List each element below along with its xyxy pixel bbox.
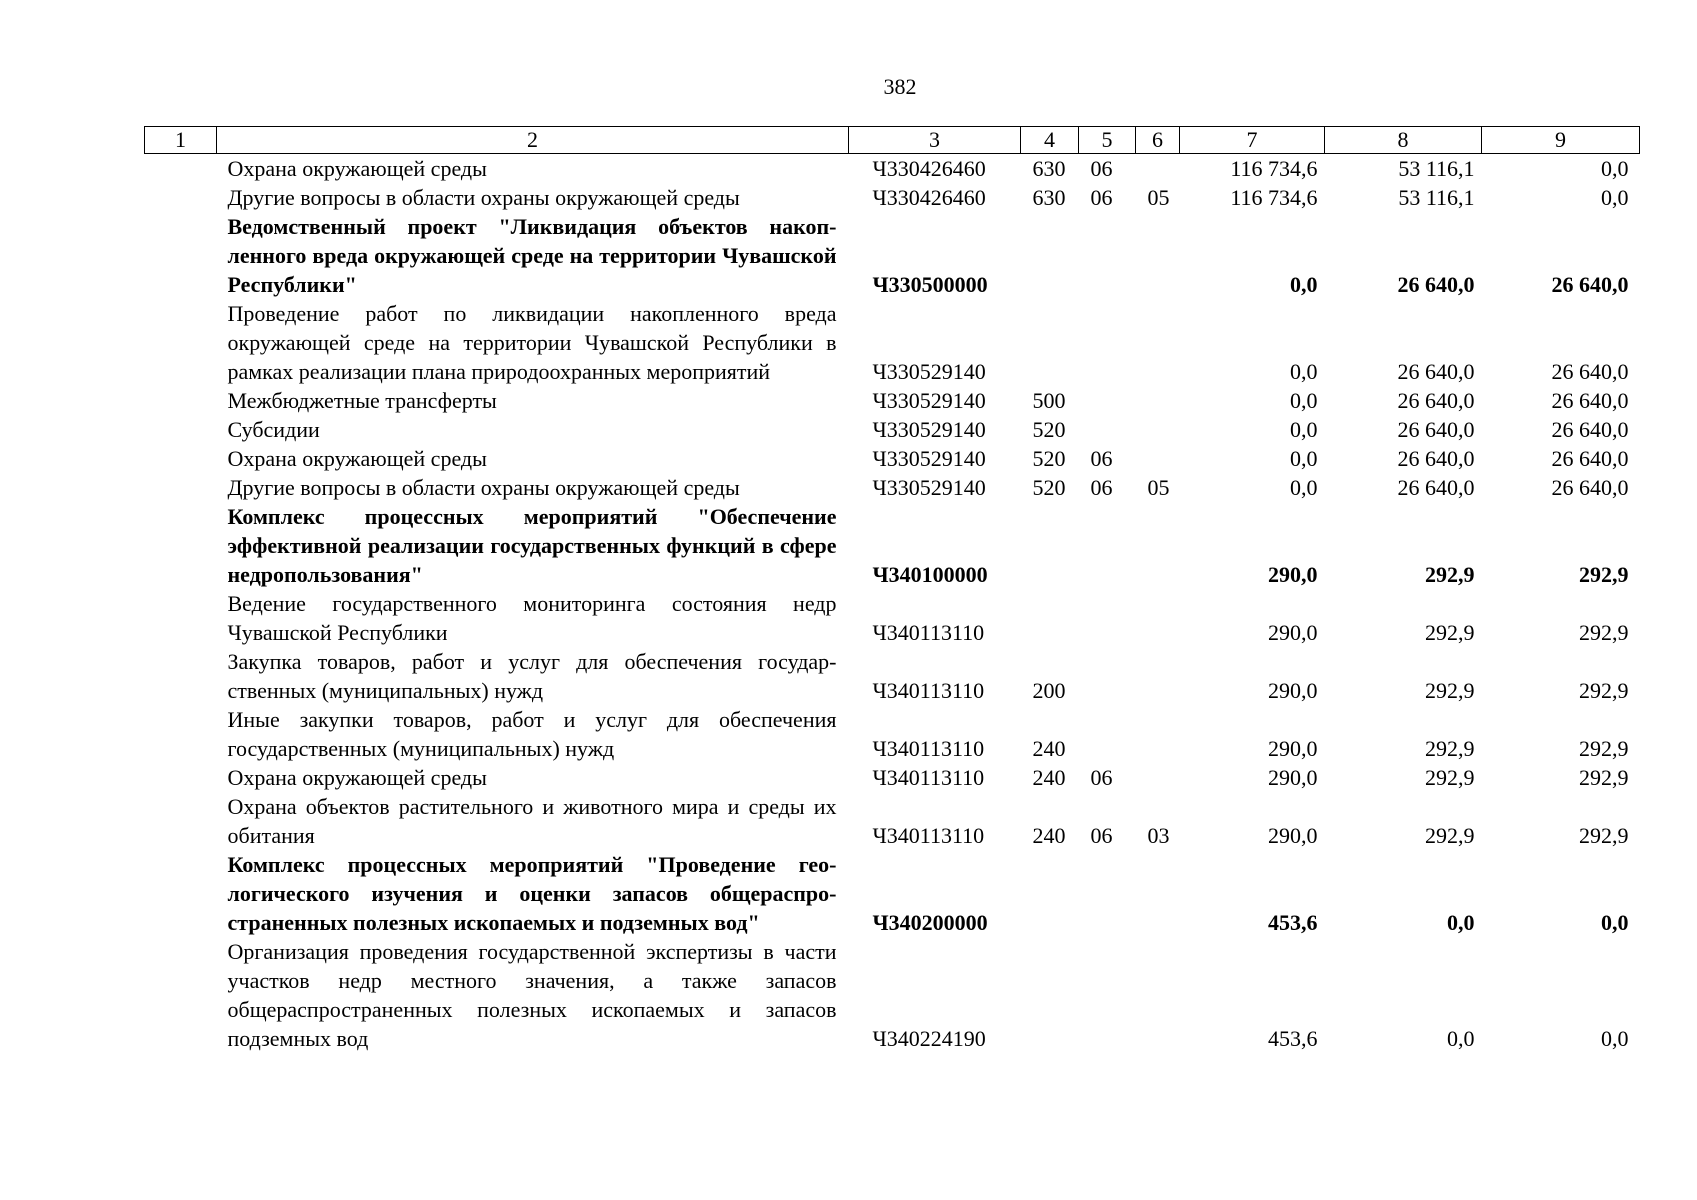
header-cell: 8 [1325, 127, 1482, 154]
budget-table [144, 126, 1640, 1053]
row-amount-col9-cell: 292,9 [1579, 736, 1629, 761]
row-subsection-cell [1136, 444, 1180, 473]
row-name-cell: Другие вопросы в области охраны окружающей среды [227, 185, 740, 210]
row-code-cell: Ч340224190 [872, 1026, 986, 1051]
row-code-cell: Ч340113110 [872, 678, 985, 703]
row-code-cell: Ч330500000 [872, 272, 988, 297]
row-subsection-cell [1136, 299, 1180, 386]
header-cell: 6 [1136, 127, 1180, 154]
table-row [145, 386, 1640, 415]
row-subsection-cell [1136, 502, 1180, 589]
row-amount-col9-cell: 26 640,0 [1551, 417, 1629, 442]
row-amount-col8-cell: 0,0 [1447, 1026, 1475, 1051]
row-amount-col7-cell: 290,0 [1268, 823, 1318, 848]
row-section-cell [1079, 299, 1136, 386]
row-expense-type-cell: 500 [1032, 388, 1066, 413]
table-row [145, 415, 1640, 444]
table-row [145, 705, 1640, 763]
table-row [145, 763, 1640, 792]
row-amount-col8-cell: 292,9 [1425, 562, 1475, 587]
row-amount-col8-cell: 26 640,0 [1397, 272, 1475, 297]
row-number-cell [145, 299, 217, 386]
row-subsection-cell [1136, 386, 1180, 415]
row-expense-type-cell: 520 [1032, 446, 1066, 471]
table-row [145, 212, 1640, 299]
row-name-cell: Субсидии [227, 417, 320, 442]
header-row [145, 127, 1640, 154]
table-row [145, 850, 1640, 937]
row-subsection-cell: 03 [1147, 823, 1170, 848]
header-cell: 9 [1482, 127, 1640, 154]
row-name-cell: Комплекс процессных мероприятий "Проведение геологического изучения и оценки запасов общераспространенных полезных ископаемых и подземных вод" [227, 852, 837, 935]
row-section-cell [1079, 850, 1136, 937]
header-cell: 3 [849, 127, 1021, 154]
row-section-cell: 06 [1090, 446, 1113, 471]
row-name-cell: Комплекс процессных мероприятий "Обеспечение эффективной реализации государственных функций в сфере недропользования" [227, 504, 837, 587]
row-number-cell [145, 502, 217, 589]
row-subsection-cell [1136, 212, 1180, 299]
row-amount-col7-cell: 453,6 [1268, 1026, 1318, 1051]
row-expense-type-cell [1021, 299, 1079, 386]
row-expense-type-cell: 630 [1032, 156, 1066, 181]
row-number-cell [145, 647, 217, 705]
row-amount-col8-cell: 292,9 [1425, 765, 1475, 790]
row-amount-col8-cell: 26 640,0 [1397, 475, 1475, 500]
row-expense-type-cell [1021, 502, 1079, 589]
row-amount-col8-cell: 26 640,0 [1397, 388, 1475, 413]
row-section-cell [1079, 647, 1136, 705]
row-amount-col9-cell: 26 640,0 [1551, 475, 1629, 500]
table-row [145, 183, 1640, 212]
row-number-cell [145, 937, 217, 1053]
row-section-cell [1079, 386, 1136, 415]
row-expense-type-cell: 520 [1032, 417, 1066, 442]
row-number-cell [145, 705, 217, 763]
table-row [145, 589, 1640, 647]
row-amount-col8-cell: 0,0 [1447, 910, 1475, 935]
row-amount-col7-cell: 116 734,6 [1230, 185, 1318, 210]
row-amount-col9-cell: 26 640,0 [1551, 272, 1629, 297]
row-code-cell: Ч330426460 [872, 185, 986, 210]
row-name-cell: Охрана объектов растительного и животного мира и среды их обитания [227, 794, 837, 848]
row-subsection-cell [1136, 763, 1180, 792]
row-amount-col7-cell: 290,0 [1268, 678, 1318, 703]
row-section-cell [1079, 415, 1136, 444]
row-subsection-cell: 05 [1147, 185, 1170, 210]
row-amount-col9-cell: 0,0 [1601, 910, 1629, 935]
row-code-cell: Ч330529140 [872, 475, 986, 500]
table-row [145, 647, 1640, 705]
row-amount-col9-cell: 292,9 [1579, 823, 1629, 848]
row-amount-col7-cell: 290,0 [1268, 620, 1318, 645]
row-amount-col8-cell: 26 640,0 [1397, 417, 1475, 442]
row-code-cell: Ч340113110 [872, 736, 985, 761]
row-code-cell: Ч330529140 [872, 446, 986, 471]
row-amount-col7-cell: 116 734,6 [1230, 156, 1318, 181]
row-section-cell: 06 [1090, 765, 1113, 790]
row-amount-col7-cell: 0,0 [1290, 475, 1318, 500]
row-name-cell: Закупка товаров, работ и услуг для обеспечения государственных (муниципальных) нужд [227, 649, 837, 703]
row-section-cell [1079, 589, 1136, 647]
row-amount-col8-cell: 53 116,1 [1398, 156, 1475, 181]
row-code-cell: Ч340100000 [872, 562, 988, 587]
row-expense-type-cell: 240 [1032, 765, 1066, 790]
row-name-cell: Охрана окружающей среды [227, 156, 487, 181]
header-cell: 1 [145, 127, 217, 154]
table-header [145, 127, 1640, 154]
row-amount-col8-cell: 26 640,0 [1397, 359, 1475, 384]
row-expense-type-cell: 240 [1032, 736, 1066, 761]
row-amount-col9-cell: 292,9 [1579, 562, 1629, 587]
row-amount-col7-cell: 0,0 [1290, 417, 1318, 442]
row-code-cell: Ч340113110 [872, 620, 985, 645]
row-number-cell [145, 386, 217, 415]
row-code-cell: Ч330426460 [872, 156, 986, 181]
row-number-cell [145, 763, 217, 792]
row-code-cell: Ч330529140 [872, 388, 986, 413]
row-section-cell: 06 [1090, 185, 1113, 210]
row-code-cell: Ч340200000 [872, 910, 988, 935]
row-amount-col9-cell: 0,0 [1601, 1026, 1629, 1051]
row-number-cell [145, 473, 217, 502]
table-row [145, 937, 1640, 1053]
row-code-cell: Ч330529140 [872, 359, 986, 384]
page-number: 382 [883, 74, 917, 99]
row-number-cell [145, 850, 217, 937]
row-amount-col8-cell: 292,9 [1425, 823, 1475, 848]
row-amount-col8-cell: 292,9 [1425, 736, 1475, 761]
row-amount-col7-cell: 290,0 [1268, 765, 1318, 790]
row-amount-col8-cell: 26 640,0 [1397, 446, 1475, 471]
row-number-cell [145, 154, 217, 184]
row-section-cell: 06 [1090, 823, 1113, 848]
header-cell: 5 [1079, 127, 1136, 154]
row-amount-col8-cell: 53 116,1 [1398, 185, 1475, 210]
row-number-cell [145, 415, 217, 444]
row-section-cell: 06 [1090, 475, 1113, 500]
row-number-cell [145, 444, 217, 473]
row-number-cell [145, 212, 217, 299]
row-section-cell: 06 [1090, 156, 1113, 181]
row-expense-type-cell: 240 [1032, 823, 1066, 848]
row-amount-col9-cell: 292,9 [1579, 620, 1629, 645]
row-amount-col9-cell: 0,0 [1601, 185, 1629, 210]
row-section-cell [1079, 212, 1136, 299]
row-name-cell: Организация проведения государственной экспертизы в части участков недр местного значения, а также запасов общераспространенных полезных ископаемых и запасов подземных вод [227, 939, 837, 1051]
row-subsection-cell: 05 [1147, 475, 1170, 500]
row-name-cell: Другие вопросы в области охраны окружающей среды [227, 475, 740, 500]
row-amount-col7-cell: 290,0 [1268, 736, 1318, 761]
row-subsection-cell [1136, 705, 1180, 763]
row-name-cell: Охрана окружающей среды [227, 765, 487, 790]
row-number-cell [145, 792, 217, 850]
row-name-cell: Охрана окружающей среды [227, 446, 487, 471]
row-subsection-cell [1136, 154, 1180, 184]
row-expense-type-cell [1021, 212, 1079, 299]
table-row [145, 444, 1640, 473]
row-subsection-cell [1136, 589, 1180, 647]
row-code-cell: Ч330529140 [872, 417, 986, 442]
row-amount-col9-cell: 0,0 [1601, 156, 1629, 181]
row-amount-col9-cell: 26 640,0 [1551, 446, 1629, 471]
row-amount-col9-cell: 292,9 [1579, 678, 1629, 703]
row-amount-col7-cell: 0,0 [1290, 272, 1318, 297]
row-amount-col9-cell: 292,9 [1579, 765, 1629, 790]
table-row [145, 473, 1640, 502]
row-section-cell [1079, 705, 1136, 763]
table-row [145, 792, 1640, 850]
table-body [145, 154, 1640, 1054]
row-expense-type-cell [1021, 937, 1079, 1053]
row-section-cell [1079, 502, 1136, 589]
row-expense-type-cell: 520 [1032, 475, 1066, 500]
row-number-cell [145, 589, 217, 647]
row-amount-col9-cell: 26 640,0 [1551, 359, 1629, 384]
row-name-cell: Межбюджетные трансферты [227, 388, 497, 413]
row-amount-col7-cell: 290,0 [1268, 562, 1318, 587]
row-expense-type-cell [1021, 850, 1079, 937]
row-subsection-cell [1136, 850, 1180, 937]
table-row [145, 502, 1640, 589]
header-cell: 2 [217, 127, 849, 154]
row-subsection-cell [1136, 937, 1180, 1053]
row-amount-col7-cell: 0,0 [1290, 446, 1318, 471]
row-name-cell: Проведение работ по ликвидации накопленного вреда окружающей среде на территории Чувашской Республики в рамках реализации плана природоохранных мероприятий [227, 301, 837, 384]
header-cell: 7 [1180, 127, 1325, 154]
table-row [145, 299, 1640, 386]
row-amount-col7-cell: 453,6 [1268, 910, 1318, 935]
row-expense-type-cell: 630 [1032, 185, 1066, 210]
table-row [145, 154, 1640, 184]
row-amount-col7-cell: 0,0 [1290, 359, 1318, 384]
row-expense-type-cell [1021, 589, 1079, 647]
row-name-cell: Ведомственный проект "Ликвидация объектов накопленного вреда окружающей среде на территории Чувашской Республики" [227, 214, 837, 297]
row-number-cell [145, 183, 217, 212]
row-amount-col8-cell: 292,9 [1425, 678, 1475, 703]
row-subsection-cell [1136, 415, 1180, 444]
row-name-cell: Иные закупки товаров, работ и услуг для обеспечения государственных (муниципальных) нужд [227, 707, 837, 761]
row-subsection-cell [1136, 647, 1180, 705]
row-section-cell [1079, 937, 1136, 1053]
row-expense-type-cell: 200 [1032, 678, 1066, 703]
row-code-cell: Ч340113110 [872, 823, 985, 848]
row-name-cell: Ведение государственного мониторинга состояния недр Чувашской Республики [227, 591, 837, 645]
header-cell: 4 [1021, 127, 1079, 154]
row-amount-col9-cell: 26 640,0 [1551, 388, 1629, 413]
row-amount-col7-cell: 0,0 [1290, 388, 1318, 413]
row-code-cell: Ч340113110 [872, 765, 985, 790]
row-amount-col8-cell: 292,9 [1425, 620, 1475, 645]
